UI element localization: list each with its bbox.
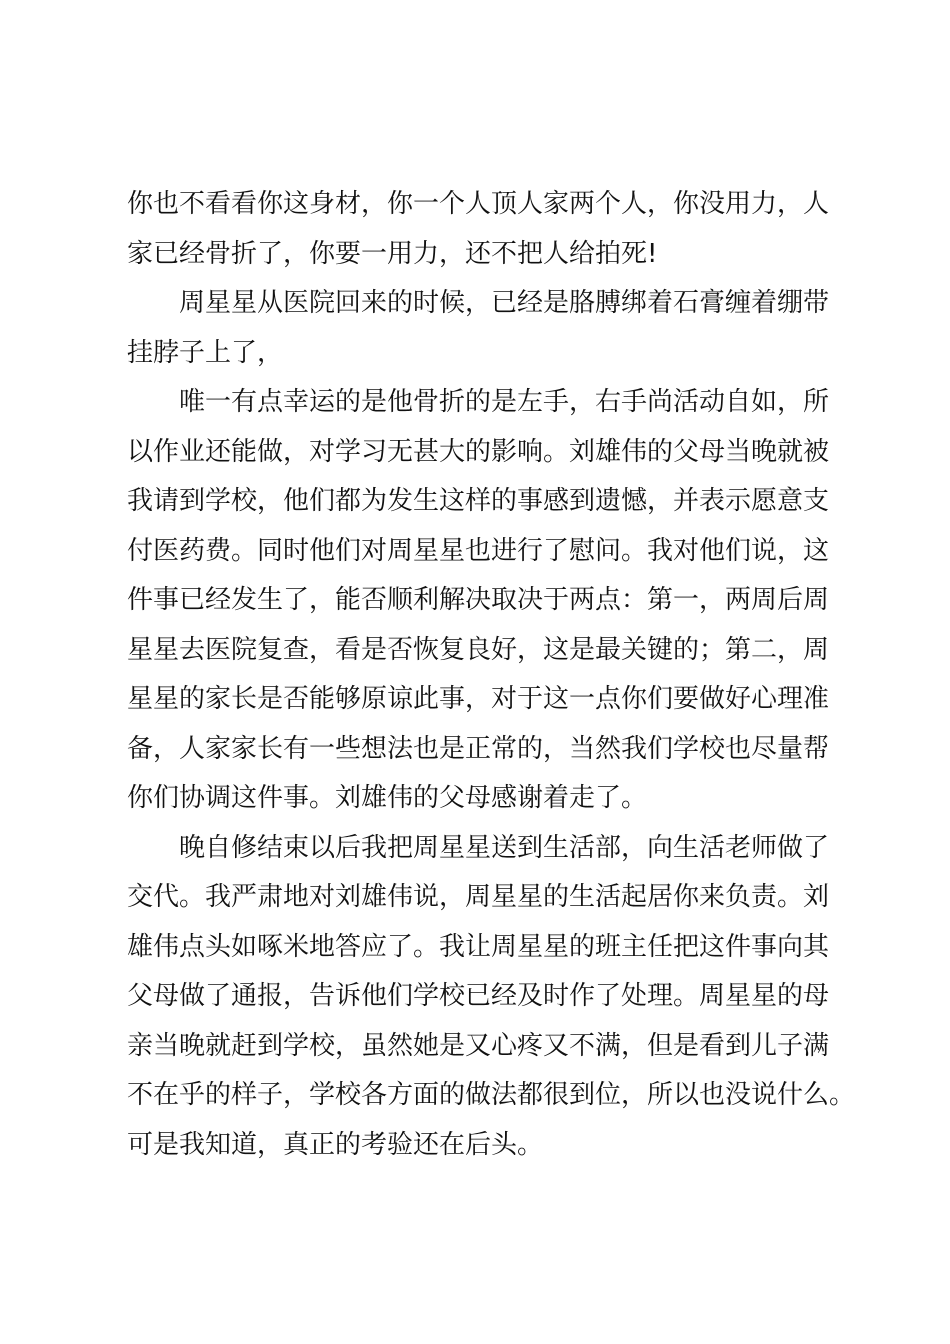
paragraph-start-line: 晚自修结束以后我把周星星送到生活部，向生活老师做了 [179, 832, 830, 863]
text-line: 星星的家长是否能够原谅此事，对于这一点你们要做好心理准 [127, 684, 830, 714]
text-line: 我请到学校，他们都为发生这样的事感到遗憾，并表示愿意支 [127, 486, 830, 516]
text-line: 件事已经发生了，能否顺利解决取决于两点：第一，两周后周 [127, 585, 830, 615]
text-line: 家已经骨折了，你要一用力，还不把人给拍死! [127, 238, 658, 269]
text-line: 付医药费。同时他们对周星星也进行了慰问。我对他们说，这 [127, 535, 830, 566]
text-line: 不在乎的样子，学校各方面的做法都很到位，所以也没说什么。 [127, 1080, 856, 1110]
body-text [127, 180, 856, 1170]
text-line: 你们协调这件事。刘雄伟的父母感谢着走了。 [127, 783, 648, 813]
text-line: 雄伟点头如啄米地答应了。我让周星星的班主任把这件事向其 [127, 931, 830, 962]
text-line: 挂脖子上了， [127, 337, 284, 368]
text-line: 亲当晚就赶到学校，虽然她是又心疼又不满，但是看到儿子满 [127, 1030, 830, 1061]
text-line: 以作业还能做，对学习无甚大的影响。刘雄伟的父母当晚就被 [127, 436, 830, 467]
paragraph-start-line: 周星星从医院回来的时候，已经是胳膊绑着石膏缠着绷带 [179, 288, 830, 318]
paragraph-start-line: 唯一有点幸运的是他骨折的是左手，右手尚活动自如，所 [179, 387, 830, 417]
text-line: 你也不看看你这身材，你一个人顶人家两个人，你没用力，人 [127, 189, 830, 219]
text-line: 星星去医院复查，看是否恢复良好，这是最关键的；第二，周 [127, 634, 830, 665]
text-line: 父母做了通报，告诉他们学校已经及时作了处理。周星星的母 [127, 981, 830, 1011]
text-line: 可是我知道，真正的考验还在后头。 [127, 1129, 544, 1160]
text-line: 交代。我严肃地对刘雄伟说，周星星的生活起居你来负责。刘 [127, 882, 830, 912]
text-line: 备，人家家长有一些想法也是正常的，当然我们学校也尽量帮 [127, 733, 830, 764]
